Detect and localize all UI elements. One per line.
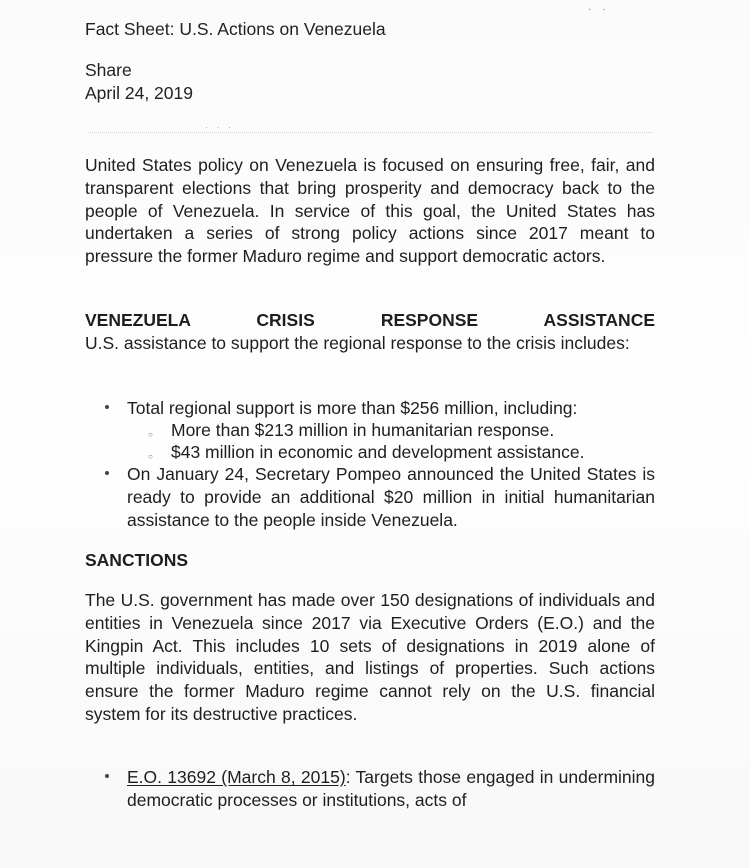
share-link[interactable]: Share	[85, 60, 132, 80]
bullet-icon	[105, 774, 109, 778]
list-item-text: Total regional support is more than $256 million, including:	[127, 398, 578, 418]
section-heading-sanctions: SANCTIONS	[85, 550, 189, 570]
section-heading-crisis: VENEZUELA CRISIS RESPONSE ASSISTANCE	[85, 310, 655, 330]
intro-paragraph: United States policy on Venezuela is focused on ensuring free, fair, and transparent elections that bring prosperity and democracy back to the people of Venezuela. In service of this goal, the United States has undertaken a series of strong policy actions since 2017 meant to pressure the former Maduro regime and support democratic actors.	[85, 155, 655, 267]
hollow-bullet-icon: ○	[148, 430, 153, 439]
list-item-rest-text: : Targets those engaged in undermining democratic processes or institutions, acts of	[127, 767, 655, 810]
bullet-icon	[105, 405, 109, 409]
executive-order-link[interactable]: E.O. 13692 (March 8, 2015)	[127, 767, 346, 787]
page-title: Fact Sheet: U.S. Actions on Venezuela	[85, 19, 386, 39]
sanctions-paragraph: The U.S. government has made over 150 designations of individuals and entities in Venezuela since 2017 via Executive Orders (E.O.) and the Kingpin Act. This includes 10 sets of designations in 2019 alone of multiple individuals, entities, and listings of properties. Such actions ensure the former Maduro regime cannot rely on the U.S. financial system for its destructive practices.	[85, 590, 655, 724]
crisis-lead-paragraph: U.S. assistance to support the regional response to the crisis includes:	[85, 333, 630, 353]
sub-list-item-text: $43 million in economic and development assistance.	[171, 442, 585, 462]
scan-artifact: · ·	[588, 4, 610, 15]
scan-artifact: · · ·	[205, 122, 234, 132]
divider	[88, 132, 653, 134]
list-item-text: On January 24, Secretary Pompeo announced the United States is ready to provide an additional $20 million in initial humanitarian assistance to the people inside Venezuela.	[127, 464, 655, 530]
publish-date: April 24, 2019	[85, 83, 193, 103]
sub-list-item-text: More than $213 million in humanitarian response.	[171, 420, 555, 440]
hollow-bullet-icon: ○	[148, 452, 153, 461]
list-item-text	[127, 766, 655, 812]
bullet-icon	[105, 471, 109, 475]
